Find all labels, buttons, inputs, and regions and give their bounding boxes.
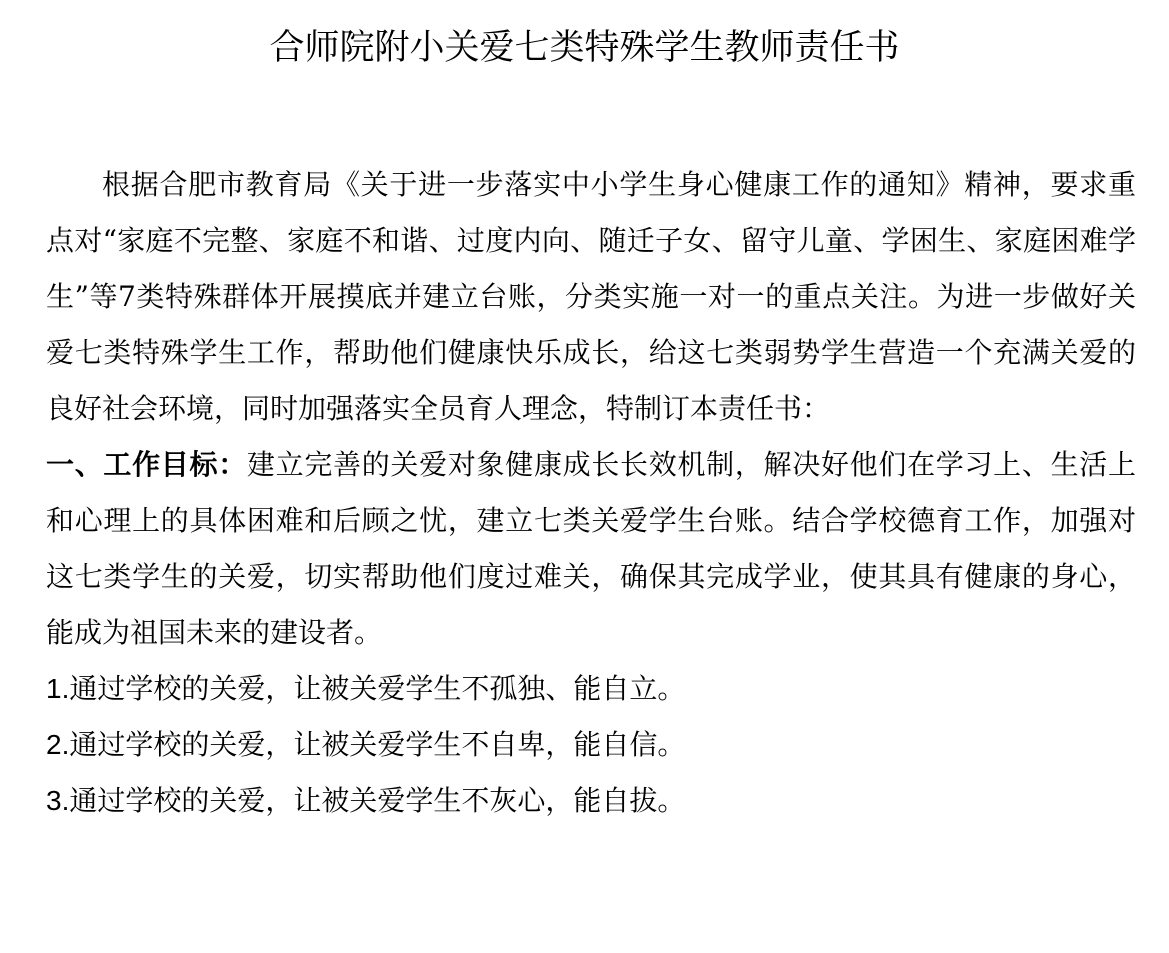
section-heading: 一、工作目标： [46,448,247,481]
goal-number: 1. [46,673,70,704]
intro-paragraph: 根据合肥市教育局《关于进一步落实中小学生身心健康工作的通知》精神，要求重点对“家庭不完整、家庭不和谐、过度内向、随迁子女、留守儿童、学困生、家庭困难学生”等7类特殊群体开展摸底并建立台账，分类实施一对一的重点关注。为进一步做好关爱七类特殊学生工作，帮助他们健康快乐成长，给这七类弱势学生营造一个充满关爱的良好社会环境，同时加强落实全员育人理念，特制订本责任书： [46,168,1136,425]
goal-item-3 [46,773,1136,829]
section-text: 建立完善的关爱对象健康成长长效机制，解决好他们在学习上、生活上和心理上的具体困难和后顾之忧，建立七类关爱学生台账。结合学校德育工作，加强对这七类学生的关爱，切实帮助他们度过难关，确保其完成学业，使其具有健康的身心，能成为祖国未来的建设者。 [46,448,1136,649]
document-body [46,157,1136,829]
goal-text: 通过学校的关爱，让被关爱学生不灰心，能自拔。 [69,784,686,817]
goal-text: 通过学校的关爱，让被关爱学生不孤独、能自立。 [69,672,686,705]
goal-text: 通过学校的关爱，让被关爱学生不自卑，能自信。 [69,728,686,761]
goal-item-1 [46,661,1136,717]
goal-item-2 [46,717,1136,773]
document-title: 合师院附小关爱七类特殊学生教师责任书 [269,28,900,68]
goal-number: 3. [46,785,70,816]
goal-number: 2. [46,729,70,760]
section-work-goals [46,437,1136,661]
